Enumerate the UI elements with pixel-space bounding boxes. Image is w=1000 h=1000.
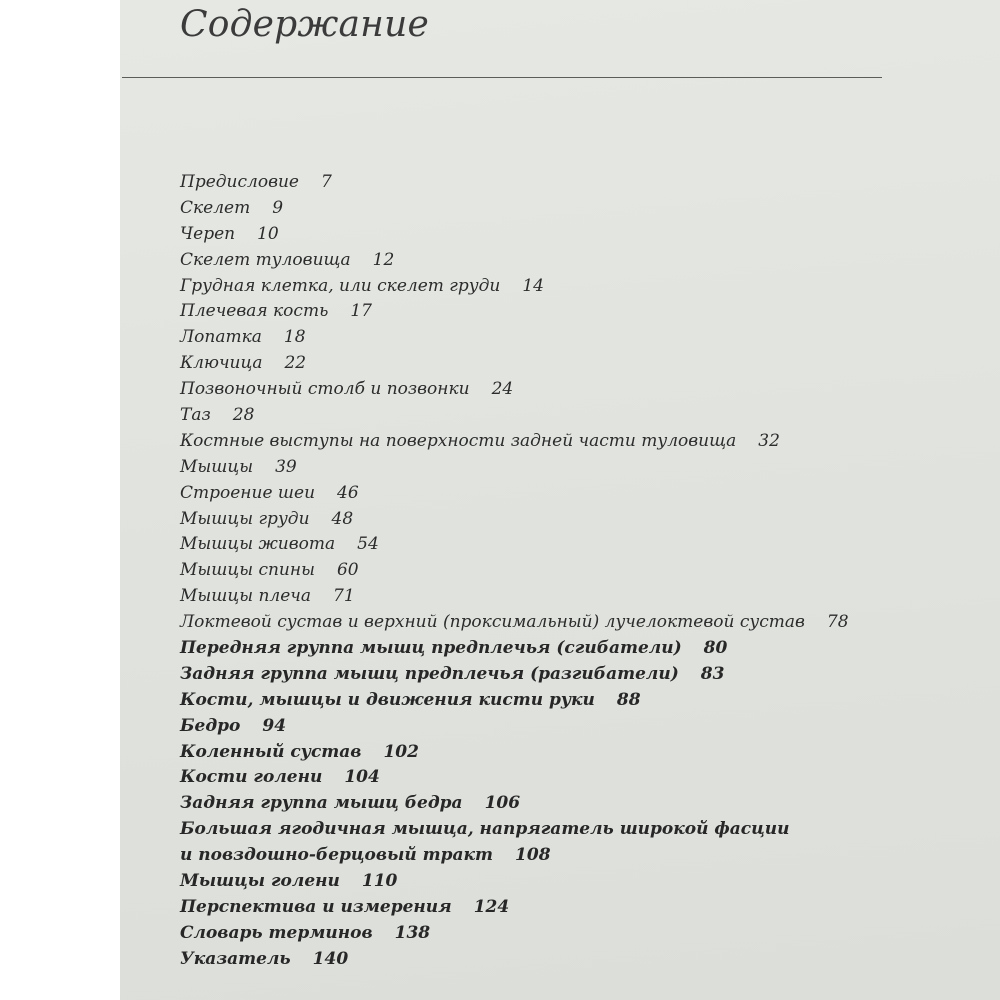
toc-entry-page: 60	[336, 560, 359, 581]
toc-entry-page: 110	[361, 871, 398, 892]
toc-entry-title: Череп	[180, 223, 236, 244]
toc-entry	[180, 455, 980, 481]
toc-entry-title: Кости голени	[180, 767, 323, 788]
toc-entry-title: Грудная клетка, или скелет груди	[180, 275, 501, 296]
toc-entry-page: 78	[826, 612, 849, 633]
toc-entry-title: Таз	[180, 405, 211, 426]
toc-entry-page: 39	[275, 456, 297, 477]
toc-entry	[180, 947, 980, 973]
toc-entry	[180, 636, 980, 662]
toc-entry	[180, 558, 980, 584]
toc-entry-title: Мышцы живота	[180, 534, 336, 555]
toc-entry-page: 80	[703, 638, 728, 659]
toc-entry-title: Коленный сустав	[180, 741, 362, 762]
toc-entry	[180, 791, 980, 817]
toc-entry-title: Словарь терминов	[180, 922, 373, 943]
toc-entry	[180, 869, 980, 895]
toc-entry-title: Передняя группа мышц предплечья (сгибатели)	[180, 638, 682, 659]
toc-entry	[180, 843, 980, 869]
toc-entry-page: 104	[344, 767, 380, 788]
toc-entry-page: 71	[333, 586, 355, 607]
toc-entry	[180, 481, 980, 507]
toc-entry	[180, 248, 980, 274]
toc-entry-title: Скелет	[180, 197, 251, 218]
toc-entry-page: 28	[232, 405, 255, 426]
toc-entry-page: 88	[616, 689, 641, 710]
toc-entry	[180, 532, 980, 558]
toc-entry	[180, 429, 980, 455]
table-of-contents	[180, 170, 980, 973]
toc-entry-page: 46	[337, 482, 359, 503]
toc-entry	[180, 610, 980, 636]
toc-entry-page: 24	[491, 379, 514, 400]
toc-entry	[180, 196, 980, 222]
toc-entry-title: Кости, мышцы и движения кисти руки	[180, 689, 595, 710]
toc-entry-title: Костные выступы на поверхности задней части туловища	[180, 430, 737, 451]
toc-entry-title: Задняя группа мышц предплечья (разгибатели)	[180, 663, 679, 684]
toc-entry-page: 10	[257, 223, 279, 244]
toc-entry	[180, 740, 980, 766]
toc-entry	[180, 688, 980, 714]
toc-entry-page: 9	[272, 197, 284, 218]
toc-entry-title: Локтевой сустав и верхний (проксимальный) лучелоктевой сустав	[180, 612, 805, 633]
page-title: Содержание	[180, 4, 429, 45]
toc-entry-page: 17	[350, 301, 372, 322]
toc-entry-title: Мышцы спины	[180, 560, 315, 581]
toc-entry-page: 12	[372, 249, 395, 270]
toc-entry	[180, 895, 980, 921]
toc-entry-page: 22	[284, 353, 307, 374]
toc-entry-title: Большая ягодичная мышца, напрягатель широкой фасции	[180, 819, 790, 840]
toc-entry-title: и повздошно-берцовый тракт	[180, 845, 494, 866]
toc-entry	[180, 403, 980, 429]
book-page	[120, 0, 1000, 1000]
toc-entry-title: Задняя группа мышц бедра	[180, 793, 463, 814]
title-divider	[122, 77, 882, 78]
toc-entry-title: Мышцы груди	[180, 508, 310, 529]
toc-entry	[180, 222, 980, 248]
toc-entry-page: 14	[522, 275, 544, 296]
toc-entry-title: Строение шеи	[180, 482, 316, 503]
toc-entry-title: Плечевая кость	[180, 301, 329, 322]
toc-entry-page: 32	[758, 430, 780, 451]
toc-entry-page: 83	[700, 663, 725, 684]
toc-entry-page: 108	[515, 845, 551, 866]
toc-entry	[180, 274, 980, 300]
toc-entry-title: Перспектива и измерения	[180, 896, 452, 917]
toc-entry	[180, 299, 980, 325]
toc-entry-title: Указатель	[180, 948, 291, 969]
toc-entry-title: Ключица	[180, 353, 263, 374]
toc-entry	[180, 325, 980, 351]
toc-entry-page: 94	[262, 715, 287, 736]
toc-entry	[180, 377, 980, 403]
toc-entry-page: 102	[383, 741, 419, 762]
toc-entry	[180, 662, 980, 688]
toc-entry-title: Бедро	[180, 715, 241, 736]
toc-entry-page: 138	[394, 922, 431, 943]
toc-entry	[180, 817, 980, 843]
toc-entry	[180, 584, 980, 610]
toc-entry-page: 106	[484, 793, 521, 814]
toc-entry-page: 18	[283, 327, 306, 348]
toc-entry	[180, 921, 980, 947]
toc-entry	[180, 351, 980, 377]
toc-entry-title: Мышцы плеча	[180, 586, 312, 607]
toc-entry-title: Скелет туловища	[180, 249, 351, 270]
toc-entry-title: Мышцы голени	[180, 871, 340, 892]
toc-entry	[180, 765, 980, 791]
toc-entry-page: 7	[320, 172, 332, 192]
toc-entry-title: Предисловие	[180, 172, 299, 192]
toc-entry	[180, 507, 980, 533]
toc-entry-page: 124	[473, 896, 510, 917]
toc-entry-page: 54	[357, 534, 379, 555]
toc-entry	[180, 170, 980, 196]
toc-entry-page: 140	[312, 948, 349, 969]
toc-entry-title: Позвоночный столб и позвонки	[180, 379, 470, 400]
toc-entry-page: 48	[331, 508, 354, 529]
toc-entry-title: Мышцы	[180, 456, 254, 477]
toc-entry-title: Лопатка	[180, 327, 262, 348]
toc-entry	[180, 714, 980, 740]
